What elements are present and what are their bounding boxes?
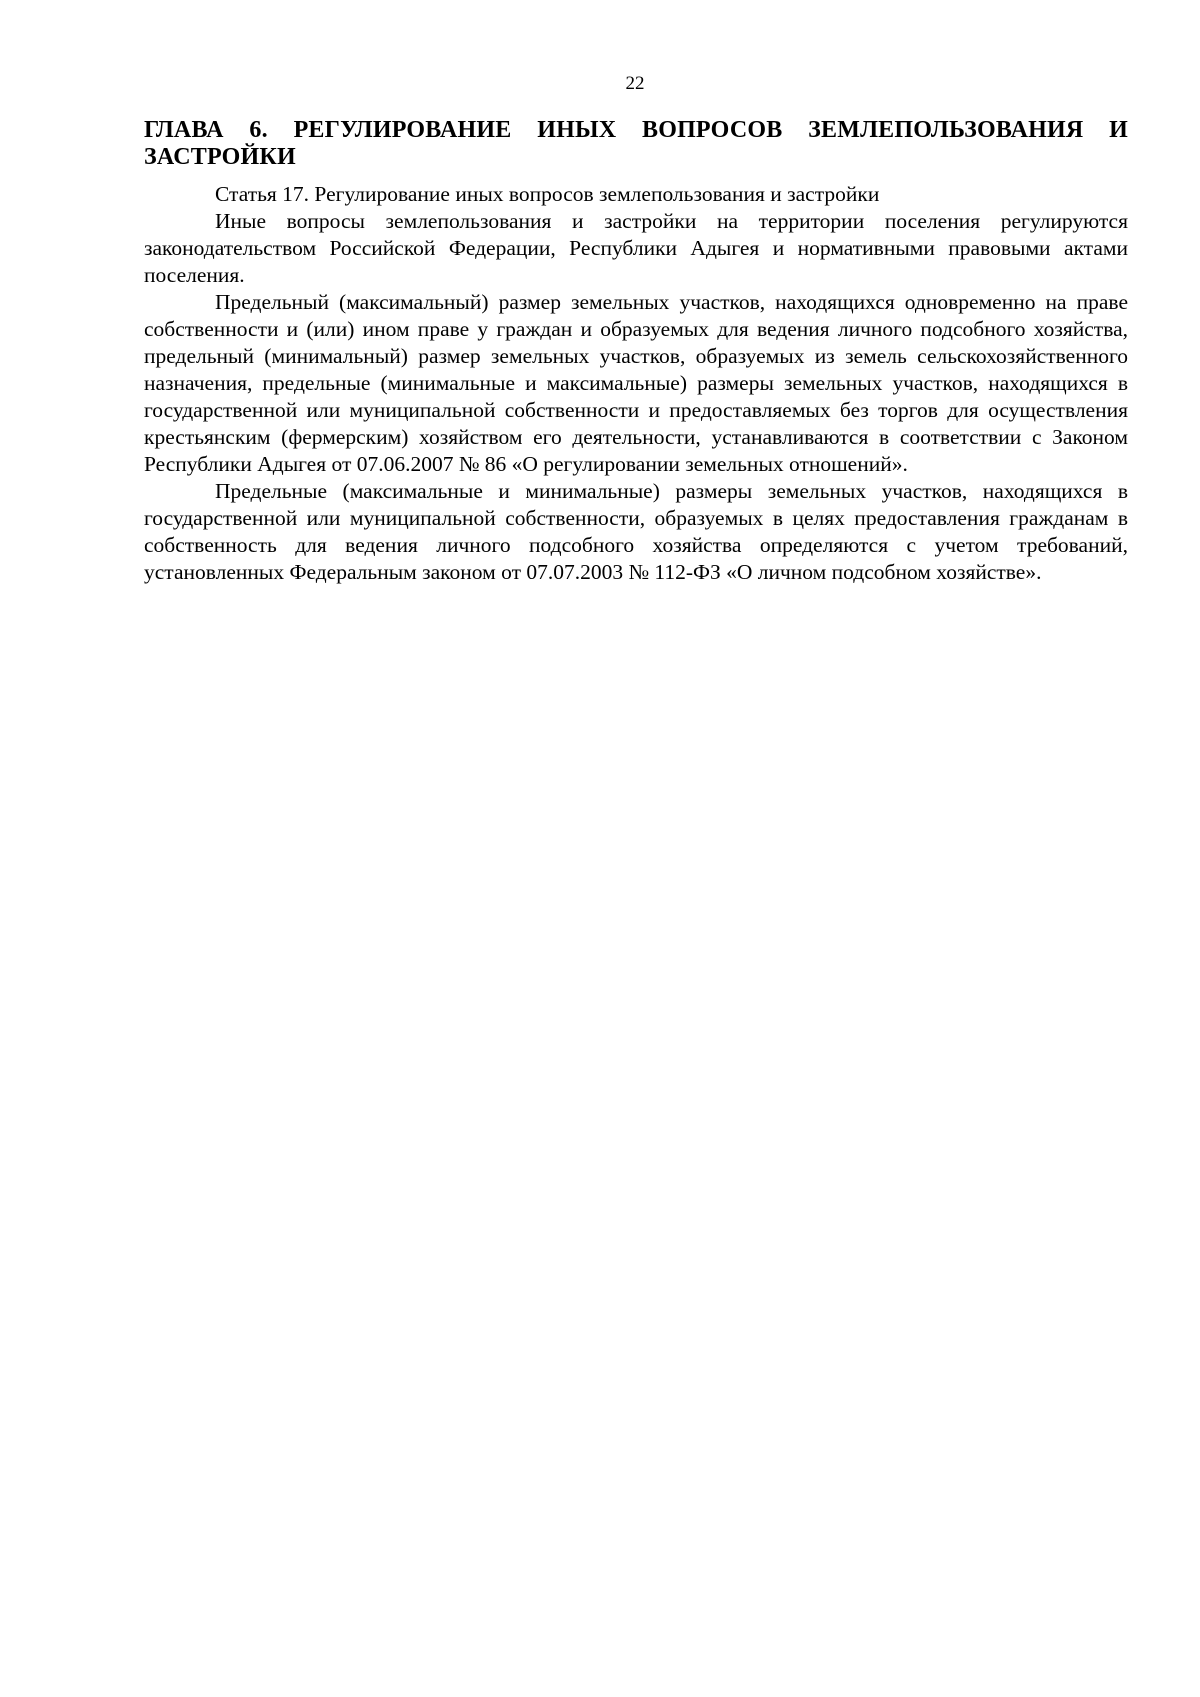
article-title: Статья 17. Регулирование иных вопросов землепользования и застройки [215,182,880,206]
chapter-title: ГЛАВА 6. РЕГУЛИРОВАНИЕ ИНЫХ ВОПРОСОВ ЗЕМЛЕПОЛЬЗОВАНИЯ И ЗАСТРОЙКИ [144,117,1128,170]
page-content [144,117,1128,586]
paragraph-1: Иные вопросы землепользования и застройки на территории поселения регулируются законодательством Российской Федерации, Республики Адыгея и нормативными правовыми актами поселения. [144,209,1128,287]
paragraph-2: Предельный (максимальный) размер земельных участков, находящихся одновременно на праве собственности и (или) ином праве у граждан и образуемых для ведения личного подсобного хозяйства, предельный (минимальный) размер земельных участков, образуемых из земель сельскохозяйственного назначения, предельные (минимальные и максимальные) размеры земельных участков, находящихся в государственной или муниципальной собственности и предоставляемых без торгов для осуществления крестьянским (фермерским) хозяйством его деятельности, устанавливаются в соответствии с Законом Республики Адыгея от 07.06.2007 № 86 «О регулировании земельных отношений». [144,290,1128,476]
page-number: 22 [625,73,645,94]
paragraph-3: Предельные (максимальные и минимальные) размеры земельных участков, находящихся в государственной или муниципальной собственности, образуемых в целях предоставления гражданам в собственность для ведения личного подсобного хозяйства определяются с учетом требований, установленных Федеральным законом от 07.07.2003 № 112-ФЗ «О личном подсобном хозяйстве». [144,479,1128,584]
